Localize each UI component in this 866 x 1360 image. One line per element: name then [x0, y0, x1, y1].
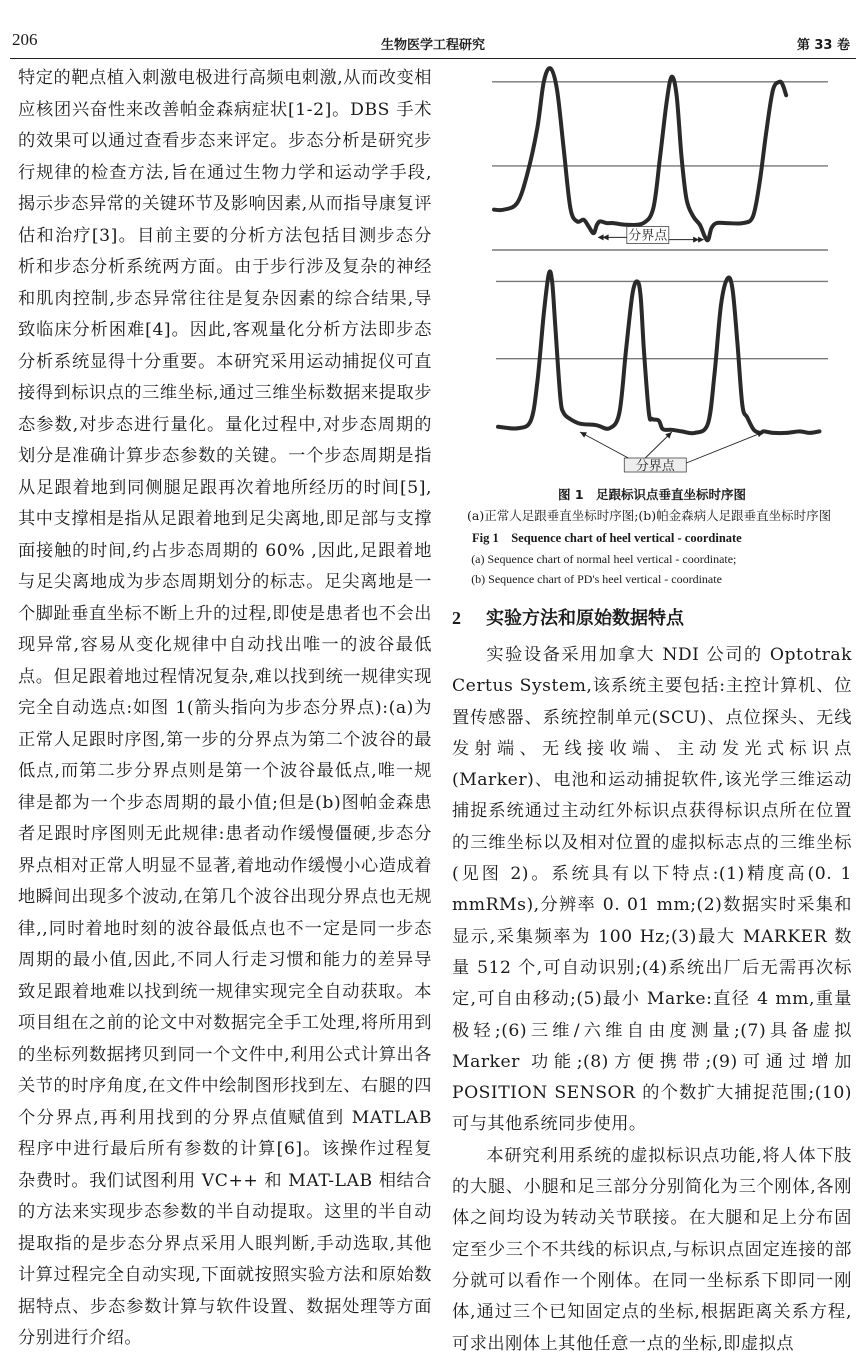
- figure-caption-title-cn: 图 1 足跟标识点垂直坐标时序图: [557, 487, 747, 502]
- body-paragraph: 本研究利用系统的虚拟标识点功能,将人体下肢的大腿、小腿和足三部分分别简化为三个刚体,各刚体之间均设为转动关节联接。在大腿和足上分布固定至少三个不共线的标识点,与标识点固定连接的部分就可以看作一个刚体。在同一坐标系下即同一刚体,通过三个已知固定点的坐标,根据距离关系方程,可求出刚体上其他任意一点的坐标,即虚拟点: [452, 1145, 852, 1354]
- figure-caption-sub-cn: (a)正常人足跟垂直坐标时序图;(b)帕金森病人足跟垂直坐标时序图: [467, 508, 832, 523]
- figure-caption-a-en: (a) Sequence chart of normal heel vertical - coordinate;: [471, 552, 737, 566]
- volume-label: 第 33 卷: [796, 38, 850, 53]
- annotation-label: 分界点: [628, 228, 668, 244]
- section-title: 实验方法和原始数据特点: [486, 608, 684, 629]
- section-number: 2: [452, 608, 461, 628]
- journal-title: 生物医学工程研究: [380, 38, 485, 53]
- page-header: [10, 0, 856, 58]
- body-paragraph: 实验设备采用加拿大 NDI 公司的 Optotrak Certus System,该系统主要包括:主控计算机、位置传感器、系统控制单元(SCU)、点位探头、无线发射端、无线接收端、主动发光式标识点(Marker)、电池和运动捕捉软件,该光学三维运动捕捉系统通过主动红外标识点获得标识点所在位置的三维坐标以及相对位置的虚拟标志点的三维坐标(见图 2)。系统具有以下特点:(1)精度高(0. 1 mmRMs),分辨率 0. 01 mm;(2)数据实时采集和显示,采集频率为 100 Hz;(3)最大 MARKER 数量 512 个,可自动识别;(4)系统出厂后无需再次标定,可自由移动;(5)最小 Marke:直径 4 mm,重量极轻;(6)三维/六维自由度测量;(7)具备虚拟 Marker 功能;(8)方便携带;(9)可通过增加 POSITION SENSOR 的个数扩大捕捉范围;(10)可与其他系统同步使用。: [452, 645, 852, 1135]
- header-rule: [10, 58, 856, 59]
- annotation-label: 分界点: [635, 459, 675, 474]
- annotation-boundary-point: [580, 432, 764, 474]
- right-column: [452, 63, 852, 1360]
- series-line: [498, 271, 819, 433]
- chart-panel-b: [452, 256, 852, 481]
- figure-1: [452, 63, 852, 483]
- annotation-arrow: [686, 432, 763, 463]
- section-heading: [452, 603, 852, 634]
- figure-caption-b-en: (b) Sequence chart of PD's heel vertical - coordinate: [471, 572, 722, 586]
- series-line: [494, 68, 786, 240]
- body-paragraph: 特定的靶点植入刺激电极进行高频电刺激,从而改变相应核团兴奋性来改善帕金森病症状[1-2]。DBS 手术的效果可以通过查看步态来评定。步态分析是研究步行规律的检查方法,旨在通过生物力学和运动学手段,揭示步态异常的关键环节及影响因素,从而指导康复评估和治疗[3]。目前主要的分析方法包括目测步态分析和步态分析系统两方面。由于步行涉及复杂的神经和肌肉控制,步态异常往往是复杂因素的综合结果,导致临床分析困难[4]。因此,客观量化分析方法即步态分析系统显得十分重要。本研究采用运动捕捉仪可直接得到标识点的三维坐标,通过三维坐标数据来提取步态参数,对步态进行量化。量化过程中,对步态周期的划分是准确计算步态参数的关键。一个步态周期是指从足跟着地到同侧腿足跟再次着地所经历的时间[5],其中支撑相是指从足跟着地到足尖离地,即足部与支撑面接触的时间,约占步态周期的 60% ,因此,足跟着地与足尖离地成为步态周期划分的标志。足尖离地是一个脚趾垂直坐标不断上升的过程,即使是患者也不会出现异常,容易从变化规律中自动找出唯一的波谷最低点。但足跟着地过程情况复杂,难以找到统一规律实现完全自动选点:如图 1(箭头指向为步态分界点):(a)为正常人足跟时序图,第一步的分界点为第二个波谷的最低点,而第二步分界点则是第一个波谷最低点,唯一规律是都为一个步态周期的最小值;但是(b)图帕金森患者足跟时序图则无此规律:患者动作缓慢僵硬,步态分界点相对正常人明显不显著,着地动作缓慢小心造成着地瞬间出现多个波动,在第几个波谷出现分界点也无规律,,同时着地时刻的波谷最低点也不一定是同一步态周期的最小值,因此,不同人行走习惯和能力的差异导致足跟着地难以找到统一规律实现完全自动获取。本项目组在之前的论文中对数据完全手工处理,将所用到的坐标列数据拷贝到同一个文件中,利用公式计算出各关节的时序角度,在文件中绘制图形找到左、右腿的四个分界点,再利用找到的分界点值赋值到 MATLAB 程序中进行最后所有参数的计算[6]。该操作过程复杂费时。我们试图利用 VC++ 和 MAT-LAB 相结合的方法来实现步态参数的半自动提取。这里的半自动提取指的是步态分界点采用人眼判断,手动选取,其他计算过程完全自动实现,下面就按照实验方法和原始数据特点、步态参数计算与软件设置、数据处理等方面分别进行介绍。: [18, 68, 432, 1348]
- left-column: [18, 63, 432, 1355]
- page-number: 206: [12, 30, 38, 49]
- chart-panel-a: [452, 63, 852, 253]
- annotation-boundary-point: [598, 227, 705, 244]
- annotation-arrow: [580, 432, 628, 458]
- figure-caption-title-en: Fig 1 Sequence chart of heel vertical - coordinate: [472, 531, 742, 545]
